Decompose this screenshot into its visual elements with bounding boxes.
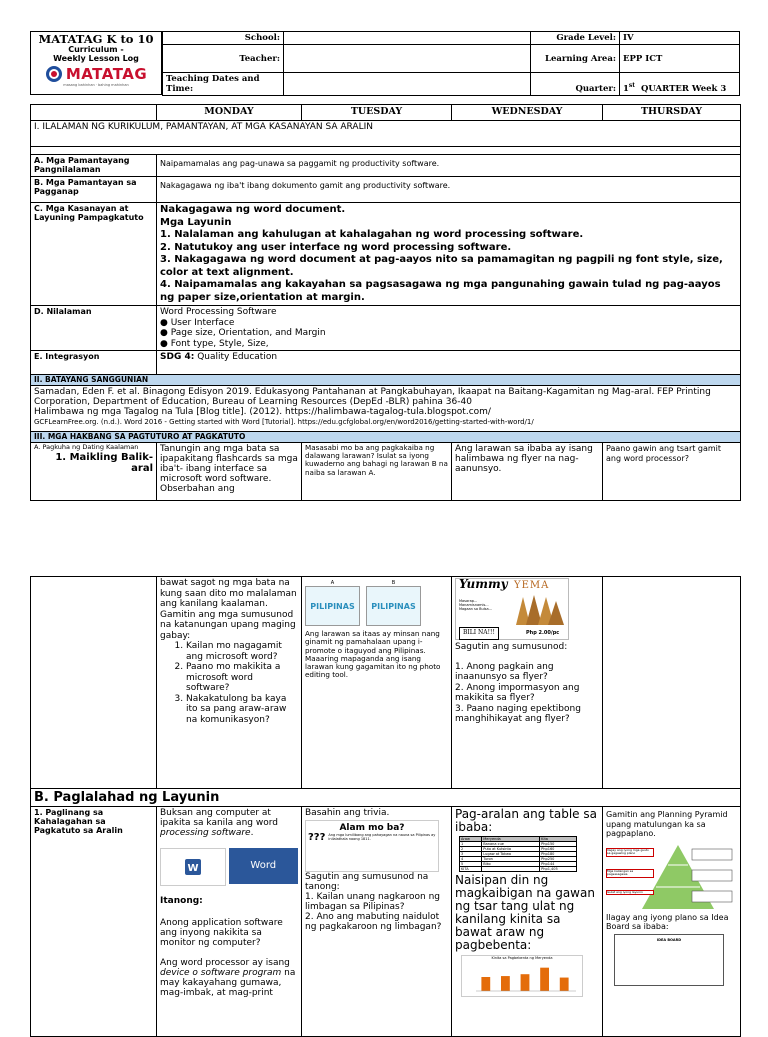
area-value: EPP ICT (620, 45, 740, 73)
continuation-label (31, 577, 157, 789)
continuation-monday (157, 577, 302, 789)
table-cell: 4 (460, 857, 482, 862)
chart-bar (521, 974, 530, 991)
sales-table (459, 836, 577, 872)
flyer-tagline: Manamisnamis... (459, 603, 489, 607)
kasanayan-label: C. Mga Kasanayan at Layuning Pampagkatuto (31, 203, 157, 306)
balik-aral-monday: Tanungin ang mga bata sa ipapakitang flashcards sa mga iba't- ibang interface sa microsoft word software. Obserbahan ang (157, 443, 302, 501)
nilalaman-item: ● Page size, Orientation, and Margin (160, 328, 326, 338)
balik-aral-tuesday: Masasabi mo ba ang pagkakaiba ng dalawang larawan? Isulat sa iyong kuwaderno ang bahagi ng larawan B na naiba sa larawan A. (302, 443, 452, 501)
kasanayan-line: 3. Nakagagawa ng word document at pag-aayos nito sa pamamagitan ng pagpili ng font style, size, color at text alignment. (160, 254, 723, 278)
word-logo-image (160, 848, 226, 886)
area-label: Learning Area: (531, 45, 620, 73)
monday-answer (160, 958, 298, 998)
pagganap-text: Nakagagawa ng iba't ibang dokumento gamit ang productivity software. (157, 177, 741, 203)
flyer-taglines (459, 599, 492, 611)
monday-open: Buksan ang computer at ipakita sa kanila ang word processing software. (160, 808, 278, 838)
nilalaman-item: ● Font type, Style, Size, (160, 338, 269, 349)
flyer-brand: Yummy (459, 577, 508, 591)
monday-question: 2. Paano mo makikita a microsoft word software? (186, 662, 298, 694)
tuesday-intro: Sagutin ang sumusunod na tanong: (305, 872, 429, 892)
monday-open-text: Buksan ang computer at ipakita sa kanila ang word (160, 808, 278, 828)
section-1-title: I. ILALAMAN NG KURIKULUM, PAMANTAYAN, AT MGA KASANAYAN SA ARALIN (31, 121, 741, 147)
table-cell: Banana cue (482, 842, 540, 847)
table-cell: Php250 (540, 857, 577, 862)
kasanayan-line: Nakagagawa ng word document. (160, 204, 346, 215)
svg-text:W: W (187, 863, 199, 874)
idea-board-title: IDEA BOARD (656, 937, 682, 942)
monday-open-italic: processing software (160, 828, 251, 838)
tuesday-question: 2. Ano ang mabuting naidulot ng pagkakaroon ng limbagan? (305, 912, 442, 932)
planning-pyramid (606, 843, 734, 911)
wednesday-question: 3. Paano naging epektibong manghihikayat ang flyer? (455, 703, 581, 724)
continuation-wednesday (452, 577, 603, 789)
table-cell: 3 (460, 852, 482, 857)
table-cell: Php160 (540, 847, 577, 852)
chart-bar (481, 977, 490, 991)
balik-aral-thursday: Paano gawin ang tsart gamit ang word processor? (603, 443, 741, 501)
table-cell: Php144 (540, 862, 577, 867)
quarter-label: Quarter: (531, 73, 620, 96)
continuation-tuesday (302, 577, 452, 789)
sales-table-header: Meryenda (482, 837, 540, 842)
header-subtitle-2: Weekly Lesson Log (53, 54, 139, 63)
wednesday-question: 2. Anong impormasyon ang makikita sa flyer? (455, 682, 580, 703)
lesson-log-table (30, 104, 741, 501)
dates-value[interactable] (284, 73, 531, 96)
trivia-card (305, 820, 439, 872)
flyer-buy: BILI NA!!! (459, 627, 499, 640)
kasanayan-line: 1. Nalalaman ang kahulugan at kahalagahan ng word processing software. (160, 229, 584, 240)
matatag-logo (31, 65, 161, 83)
spacer-row (31, 147, 741, 155)
pilipinas-images (305, 580, 448, 626)
table-cell: Biko (482, 862, 540, 867)
dates-label: Teaching Dates and Time: (163, 73, 284, 96)
section-b-label: 1. Paglinang sa Kahalagahan sa Pagkatuto sa Aralin (31, 807, 157, 1037)
chart-bar (560, 978, 569, 991)
quarter-sup: st (628, 82, 636, 90)
table-cell: 5 (460, 862, 482, 867)
nilalaman-title: Word Processing Software (160, 307, 277, 317)
table-cell: 2 (460, 847, 482, 852)
section-2-title: II. BATAYANG SANGGUNIAN (31, 375, 741, 386)
header-logo-box (30, 31, 162, 95)
pilipinas-logo-b (366, 586, 421, 626)
logo-text: MATATAG (65, 65, 148, 83)
kasanayan-line: 4. Naipamamalas ang kakayahan sa pagsasagawa ng mga pangunahing gawain tulad ng pag-aayos ng paper size,orientation at margin. (160, 279, 721, 303)
grade-label: Grade Level: (531, 32, 620, 45)
flyer-title: YEMA (514, 580, 550, 591)
pagganap-label: B. Mga Pamantayan sa Pagganap (31, 177, 157, 203)
pyramid-box: Ilagay ang iyong mga gusto sa gagawing plano (606, 848, 654, 857)
table-cell: Php1,405 (540, 867, 577, 872)
teacher-label: Teacher: (163, 45, 284, 73)
school-label: School: (163, 32, 284, 45)
flyer-price: Php 2.00/pc (526, 630, 560, 636)
quarter-num: 1 (623, 84, 629, 94)
word-screenshots (160, 848, 298, 886)
section-b-monday (157, 807, 302, 1037)
day-header-monday: MONDAY (157, 105, 302, 121)
image-a-text: PILIPINAS (310, 601, 355, 611)
monday-question: 1. Kailan mo nagagamit ang microsoft word? (186, 641, 298, 662)
word-icon (185, 859, 201, 875)
image-a (305, 580, 360, 626)
tuesday-question: 1. Kailan unang nagkaroon ng limbagan sa Pilipinas? (305, 892, 440, 912)
trivia-title: Alam mo ba? (339, 823, 405, 833)
table-cell: 1 (460, 842, 482, 847)
header-title: MATATAG K to 10 (38, 32, 154, 46)
bar-chart (462, 961, 580, 995)
references (31, 386, 741, 432)
chart-bar (540, 968, 549, 991)
grade-value: IV (620, 32, 740, 45)
image-b (366, 580, 421, 626)
logo-tagline: masang bahinhan · bahing mahinhan (63, 83, 129, 87)
integrasyon-text (157, 351, 741, 375)
chart-intro: Naisipan din ng magkaibigan na gawan ng tsar tang ulat ng kanilang kinita sa bawat araw ng pagbebenta: (455, 873, 595, 952)
sales-chart (461, 955, 583, 997)
sales-table-header: Kita (540, 837, 577, 842)
reference-1: Samadan, Eden F. et al. Binagong Edisyon 2019. Edukasyong Pantahanan at Pangkabuhayan, Ikaapat na Baitang-Kagamitan ng Mag-aral. FEP Printing Corporation, Department of Education, Bureau of Learning Resources (DepEd -BLR) pahina 36-40 (34, 387, 711, 407)
monday-guide: Gamitin ang mga sumusunod na katanungan upang maging gabay: (160, 609, 296, 641)
balik-aral-sub: 1. Maikling Balik-aral (55, 451, 153, 474)
pyramid-intro: Gamitin ang Planning Pyramid upang matulungan ka sa pagpaplano. (606, 810, 728, 838)
day-header-thursday: THURSDAY (603, 105, 741, 121)
flyer-tagline: Magaan sa Bulsa... (459, 607, 492, 611)
wednesday-question: 1. Anong pagkain ang inaanunsyo sa flyer? (455, 661, 554, 682)
image-a-label: A (330, 580, 335, 586)
day-header-wednesday: WEDNESDAY (452, 105, 603, 121)
table-cell (482, 867, 540, 872)
monday-question: Anong application software ang inyong nakikita sa monitor ng computer? (160, 918, 283, 948)
word-splash-label: Word (250, 860, 277, 871)
sdg-text: Quality Education (197, 352, 278, 362)
monday-answer-b: na may kakayahang gumawa, mag-imbak, at mag-print (160, 968, 296, 998)
table-cell: Php150 (540, 842, 577, 847)
kasanayan-line: Mga Layunin (160, 216, 232, 228)
continuation-thursday (603, 577, 741, 789)
table-cell: Turon (482, 857, 540, 862)
quarter-value (620, 73, 740, 96)
word-splash-image (229, 848, 298, 884)
trivia-question-mark: ??? (308, 832, 326, 843)
chart-bar (501, 976, 510, 991)
section-b-tuesday (302, 807, 452, 1037)
monday-answer-a: Ang word processor ay isang (160, 958, 290, 968)
reference-2: Halimbawa ng mga Tagalog na Tula [Blog title]. (2012). https://halimbawa-tagalog-tula.blogspot.com/ (34, 407, 491, 417)
pamantayang-label: A. Mga Pamantayang Pangnilalaman (31, 155, 157, 177)
kasanayan-text (157, 203, 741, 306)
wednesday-intro: Sagutin ang sumusunod: (455, 642, 568, 652)
table-cell: Php180 (540, 852, 577, 857)
nilalaman-text (157, 306, 741, 351)
kasanayan-line: 2. Natutukoy ang user interface ng word processing software. (160, 241, 512, 253)
teacher-value[interactable] (284, 45, 531, 73)
reference-3: GCFLearnFree.org. (n.d.). Word 2016 - Getting started with Word [Tutorial]. https://edu.gcfglobal.org/en/word2016/getting-started-with-word/1/ (34, 418, 534, 426)
nilalaman-item: ● User Interface (160, 317, 235, 328)
monday-itanong: Itanong: (160, 896, 203, 906)
pyramid-box: Isulat ang iyong layunin (606, 890, 654, 896)
idea-board-intro: Ilagay ang iyong plano sa Idea Board sa ibaba: (606, 912, 729, 931)
pamantayang-text: Naipamamalas ang pag-unawa sa paggamit ng productivity software. (157, 155, 741, 177)
header-subtitle-1: Curriculum - (68, 45, 124, 54)
sales-table-header: Araw (460, 837, 482, 842)
day-header-blank (31, 105, 157, 121)
section-b-title: B. Paglalahad ng Layunin (31, 789, 741, 807)
image-b-text: PILIPINAS (371, 601, 416, 611)
day-header-tuesday: TUESDAY (302, 105, 452, 121)
trivia-body (308, 833, 438, 843)
flyer-tagline: Masarap... (459, 599, 478, 603)
trivia-intro: Basahin ang trivia. (305, 808, 390, 818)
table-intro: Pag-aralan ang table sa ibaba: (455, 807, 597, 834)
pagkuha-label: A. Pagkuha ng Dating Kaalaman (34, 443, 139, 451)
pyramid-box: Mga kailangan sa pagsasagawa (606, 869, 654, 878)
monday-intro: bawat sagot ng mga bata na kung saan dito mo malalaman ang kanilang kaalaman. (160, 578, 297, 609)
table-cell: Lugaw at Tokwa (482, 852, 540, 857)
yema-flyer (455, 578, 569, 640)
trivia-text: Ang mga lumilibang ang pahayagan na nauna sa Pilipinas ay inilalathala noong 1811. (328, 833, 436, 841)
idea-board[interactable] (614, 934, 724, 986)
balik-aral-wednesday: Ang larawan sa ibaba ay isang halimbawa ng flyer na nag-aanunsyo. (452, 443, 603, 501)
monday-question: 3. Nakakatulong ba kaya ito sa pang araw-araw na komunikasyon? (186, 694, 298, 726)
section-b-thursday (603, 807, 741, 1037)
table-row (460, 867, 577, 872)
pilipinas-logo-a (305, 586, 360, 626)
sdg-label: SDG 4: (160, 352, 195, 362)
quarter-rest: QUARTER Week 3 (641, 84, 727, 94)
image-b-label: B (391, 580, 396, 586)
chart-title: Kinita sa Pagbebenta ng Meryenda (491, 956, 553, 960)
table-cell: KITA (460, 867, 482, 872)
section-3-title: III. MGA HAKBANG SA PAGTUTURO AT PAGKATUTO (31, 432, 741, 443)
yema-candy-icon (514, 593, 564, 625)
deped-seal-icon (45, 65, 63, 83)
section-b-wednesday (452, 807, 603, 1037)
nilalaman-label: D. Nilalaman (31, 306, 157, 351)
table-cell: Puto at Kutsinta (482, 847, 540, 852)
header-info-table (162, 31, 740, 96)
tuesday-caption: Ang larawan sa itaas ay minsan nang ginamit ng pamahalaan upang i-promote o itaguyod ang Pilipinas. Maaaring mapaganda ang isang larawan kung gagamitan ito ng photo editing tool. (305, 629, 441, 680)
integrasyon-label: E. Integrasyon (31, 351, 157, 375)
school-value[interactable] (284, 32, 531, 45)
monday-answer-italic: device o software program (160, 968, 282, 978)
continuation-table (30, 576, 741, 1037)
balik-aral-label (31, 443, 157, 501)
